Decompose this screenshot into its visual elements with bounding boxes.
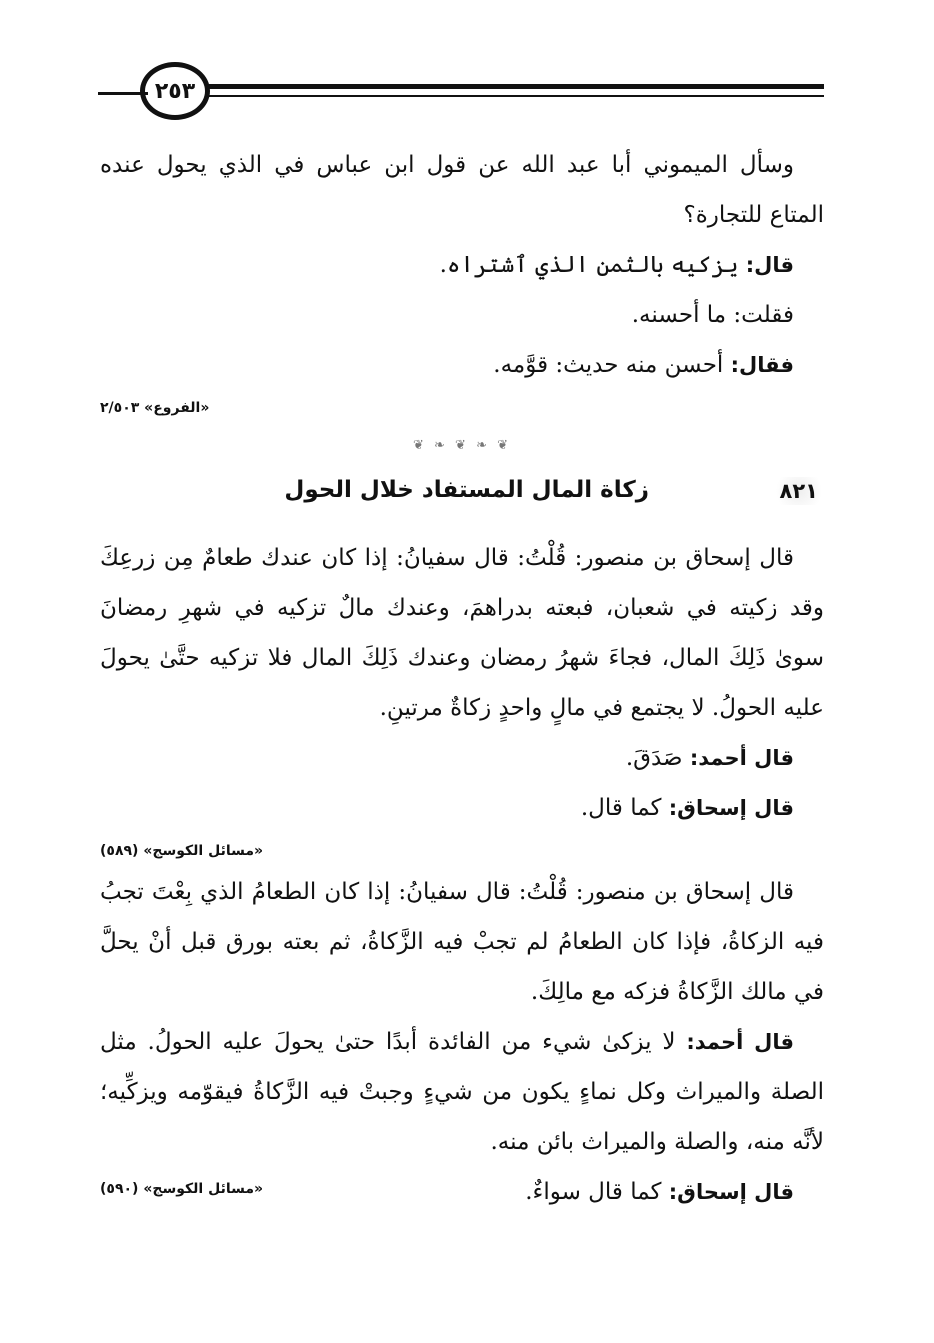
paragraph-ahmad xyxy=(100,1017,824,1167)
speaker-label: قال إسحاق: xyxy=(668,796,794,820)
speaker-label: فقال: xyxy=(730,353,794,377)
question-line: فقلت: ما أحسنه. xyxy=(631,302,794,328)
speaker-label: قال أحمد: xyxy=(689,746,794,770)
speaker-label: قال إسحاق: xyxy=(668,1180,794,1204)
answer-line-2 xyxy=(100,340,824,390)
answer-text: كما قال. xyxy=(580,795,669,821)
section-heading xyxy=(100,473,824,529)
paragraph-ishaq-2: قال إسحاق بن منصور: قُلْتُ: قال سفيانُ: إذا كان الطعامُ الذي بِعْتَ تجبُ فيه الزكاةُ، فإذا كان الطعامُ لم تجبْ فيه الزَّكاةُ، ثم بعته بورق قبل أنْ يحلَّ في مالك الزَّكاةُ فزكه مع مالِكَ. xyxy=(100,879,824,1005)
speaker-label: قال أحمد: xyxy=(686,1030,795,1054)
citation: «مسائل الكوسج» (٥٨٩) xyxy=(100,843,264,859)
ahmad-line xyxy=(100,733,824,783)
section-number: ٨٢١ xyxy=(774,477,824,505)
ishaq-line xyxy=(100,783,824,833)
citation: «الفروع» ٢/٥٠٣ xyxy=(100,400,210,416)
page-number: ٢٥٣ xyxy=(140,62,210,120)
answer-text: كما قال سواءٌ. xyxy=(525,1179,669,1205)
paragraph-text: لا يزكىٰ شيء من الفائدة أبدًا حتىٰ يحولَ عليه الحولُ. مثل الصلة والميراث وكل نماءٍ يكون من شيءٍ وجبتْ فيه الزَّكاةُ فيقوّمه ويزكِّيه؛ لأنَّه منه، والصلة والميراث بائن منه. xyxy=(100,1029,824,1155)
header-rule-thin xyxy=(205,95,824,97)
answer-text: أحسن منه حديث: قوَّمه. xyxy=(493,352,731,378)
ornament-divider: ❦ ❧ ❦ ❧ ❦ xyxy=(413,438,511,453)
paragraph-maimuni: وسأل الميموني أبا عبد الله عن قول ابن عباس في الذي يحول عنده المتاع للتجارة؟ xyxy=(100,152,824,228)
section-title: زكاة المال المستفاد خلال الحول xyxy=(284,477,649,503)
citation: «مسائل الكوسج» (٥٩٠) xyxy=(100,1181,264,1197)
page-content xyxy=(100,140,824,1217)
answer-text: صَدَقَ. xyxy=(625,745,690,771)
speaker-label: قال: xyxy=(745,253,794,277)
answer-line xyxy=(100,240,824,290)
final-row xyxy=(100,1167,824,1217)
answer-text: يزكيه بالثمن الذي ٱشتراه. xyxy=(439,252,746,278)
paragraph-ishaq-1: قال إسحاق بن منصور: قُلْتُ: قال سفيانُ: إذا كان عندك طعامٌ مِن زرعِكَ وقد زكيته في شعبان، فبعته بدراهمَ، وعندك مالٌ تزكيه في شهرِ رمضانَ سوىٰ ذَلِكَ المال، فجاءَ شهرُ رمضان وعندك ذَلِكَ المال فلا تزكيه حتَّىٰ يحولَ عليه الحولُ. لا يجتمع في مالٍ واحدٍ زكاةٌ مرتينِ. xyxy=(100,545,824,721)
header-rule xyxy=(205,84,824,89)
